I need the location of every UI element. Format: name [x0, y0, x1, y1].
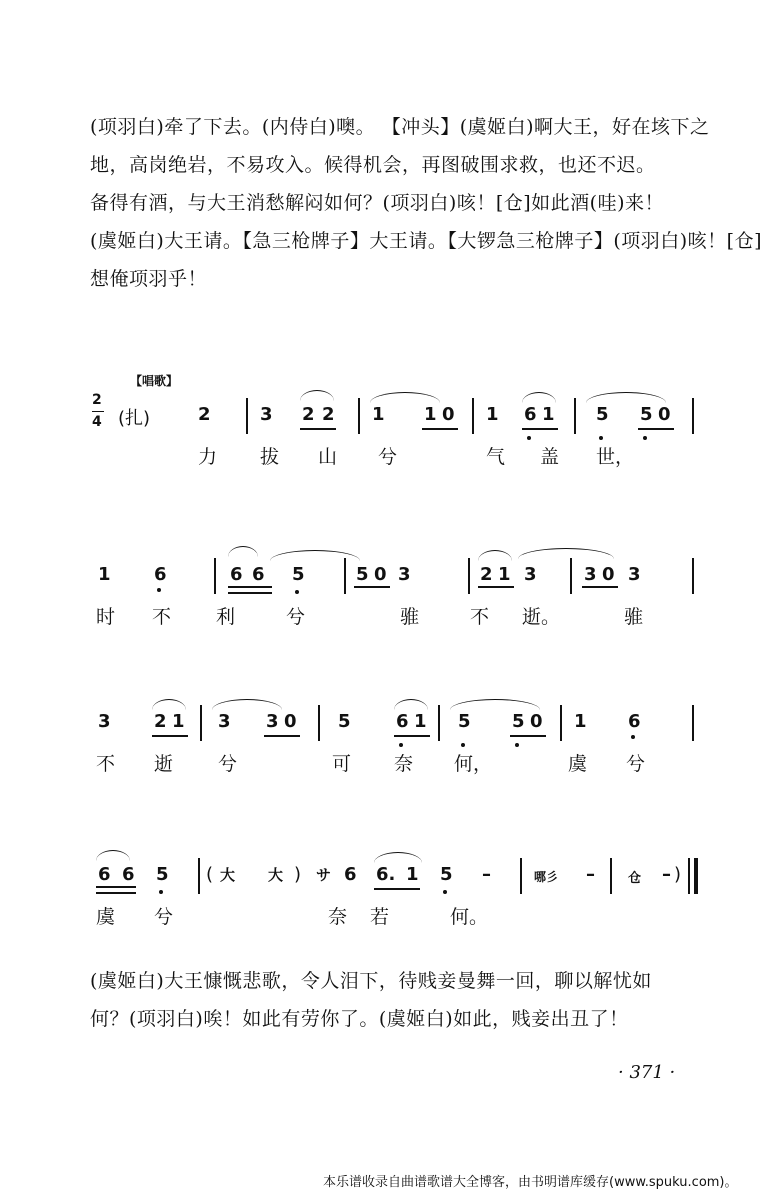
lyric: 力: [198, 446, 218, 468]
lyric: 虞: [568, 753, 588, 775]
barline: [692, 398, 694, 434]
lyric: 何。: [450, 906, 489, 928]
low-dot: [443, 890, 447, 894]
barline: [344, 558, 346, 594]
low-dot: [643, 436, 647, 440]
lyrics-row: [88, 442, 698, 472]
note: 0: [602, 564, 615, 585]
note: 0: [530, 711, 543, 732]
lyric: 可: [332, 753, 352, 775]
underline: [354, 586, 390, 588]
lyric: 气: [486, 446, 506, 468]
barline: [214, 558, 216, 594]
barline: [692, 558, 694, 594]
note: 5: [156, 864, 169, 885]
note: 6: [230, 564, 243, 585]
slur: [212, 699, 282, 710]
lyric: 世，: [596, 446, 635, 468]
underline: [638, 428, 674, 430]
barline: [472, 398, 474, 434]
underline: [300, 428, 336, 430]
underline: [152, 735, 188, 737]
note: 3: [398, 564, 411, 585]
slur: [270, 550, 360, 561]
note: 6: [154, 564, 167, 585]
lyric: 不: [96, 753, 116, 775]
lyric: 兮: [378, 446, 398, 468]
lyric: 逝: [154, 753, 174, 775]
note: 6: [628, 711, 641, 732]
lyric: 山: [318, 446, 338, 468]
note: 2: [198, 404, 211, 425]
slur: [522, 392, 556, 403]
final-barline: [694, 858, 698, 894]
note: 1: [414, 711, 427, 732]
note: 2: [154, 711, 167, 732]
slur: [300, 390, 334, 401]
prose-line: (虞姬白)大王请。【急三枪牌子】大王请。【大锣急三枪牌子】(项羽白)咳！[仓]: [90, 230, 762, 252]
score-line-1: [88, 374, 698, 472]
barline: [570, 558, 572, 594]
lyric: 兮: [626, 753, 646, 775]
note: 1: [486, 404, 499, 425]
score-line-4: [88, 850, 698, 932]
note: 5: [440, 864, 453, 885]
underline: [374, 888, 420, 890]
barline: [520, 858, 522, 894]
note: 1: [574, 711, 587, 732]
slur: [96, 850, 130, 861]
paren-close: ): [674, 864, 682, 885]
note: 6.: [376, 864, 396, 885]
slur: [478, 550, 512, 561]
low-dot: [527, 436, 531, 440]
note: 3: [266, 711, 279, 732]
note: 2: [302, 404, 315, 425]
note: サ: [316, 866, 332, 884]
section-tag: 【唱歌】: [130, 374, 179, 388]
barline: [438, 705, 440, 741]
note: 6: [252, 564, 265, 585]
prose-line: 地，高岗绝岩，不易攻入。候得机会，再图破围求救，也还不迟。: [90, 154, 656, 176]
barline: [318, 705, 320, 741]
lyric: 利: [216, 606, 236, 628]
low-dot: [631, 735, 635, 739]
note: 1: [424, 404, 437, 425]
slur: [518, 548, 614, 559]
note: –: [482, 864, 491, 885]
barline: [610, 858, 612, 894]
low-dot: [399, 743, 403, 747]
low-dot: [515, 743, 519, 747]
note: 5: [640, 404, 653, 425]
lyric: 兮: [286, 606, 306, 628]
note-prefix: (扎): [118, 408, 151, 429]
lyric: 逝。: [522, 606, 561, 628]
note: 0: [284, 711, 297, 732]
notation-row: [88, 550, 698, 602]
barline: [560, 705, 562, 741]
notation-row: [88, 697, 698, 749]
prose-line: 何？(项羽白)唉！如此有劳你了。(虞姬白)如此，贱妾出丑了！: [90, 1008, 629, 1030]
prose-line: 想俺项羽乎！: [90, 268, 208, 290]
note: 3: [628, 564, 641, 585]
underline: [264, 735, 300, 737]
lyric: 奈: [328, 906, 348, 928]
lyric: 骓: [624, 606, 644, 628]
note: 6: [396, 711, 409, 732]
notation-row: [88, 390, 698, 442]
barline: [200, 705, 202, 741]
slur: [394, 699, 428, 710]
note: 5: [292, 564, 305, 585]
note: 1: [98, 564, 111, 585]
note: 大: [268, 866, 284, 884]
note: 3: [524, 564, 537, 585]
note: 5: [458, 711, 471, 732]
note: 5: [512, 711, 525, 732]
slur: [374, 852, 422, 863]
slur: [450, 699, 540, 710]
note: 6: [98, 864, 111, 885]
note: 3: [218, 711, 231, 732]
prose-bottom: [90, 962, 710, 1038]
note: 1: [372, 404, 385, 425]
underline: [478, 586, 514, 588]
note: 2: [480, 564, 493, 585]
barline: [246, 398, 248, 434]
slur: [586, 392, 666, 403]
underline: [228, 586, 272, 588]
note: 0: [374, 564, 387, 585]
lyric: 若: [370, 906, 390, 928]
note: 5: [596, 404, 609, 425]
lyric: 盖: [540, 446, 560, 468]
prose-line: (虞姬白)大王慷慨悲歌，令人泪下，待贱妾曼舞一回，聊以解忧如: [90, 970, 652, 992]
barline: [688, 858, 690, 894]
barline: [198, 858, 200, 894]
time-sig-bottom: 4: [92, 414, 102, 430]
lyric: 不: [152, 606, 172, 628]
low-dot: [159, 890, 163, 894]
note: 哪彡: [534, 870, 559, 884]
underline: [96, 892, 136, 894]
barline: [468, 558, 470, 594]
note: 6: [344, 864, 357, 885]
score-line-3: [88, 697, 698, 779]
note: 3: [98, 711, 111, 732]
prose-line: 备得有酒，与大王消愁解闷如何？(项羽白)咳！[仓]如此酒(哇)来！: [90, 192, 664, 214]
prose-top: [90, 108, 762, 298]
note: –: [662, 864, 671, 885]
note: 3: [584, 564, 597, 585]
lyrics-row: [88, 602, 698, 632]
note: 6: [524, 404, 537, 425]
low-dot: [599, 436, 603, 440]
lyric: 何，: [454, 753, 493, 775]
low-dot: [461, 743, 465, 747]
paren-open: (: [206, 864, 214, 885]
underline: [96, 886, 136, 888]
page-number: · 371 ·: [618, 1062, 676, 1083]
note: 1: [406, 864, 419, 885]
score-line-2: [88, 550, 698, 632]
barline: [574, 398, 576, 434]
lyric: 虞: [96, 906, 116, 928]
prose-line: (项羽白)牵了下去。(内侍白)噢。 【冲头】(虞姬白)啊大王，好在垓下之: [90, 116, 710, 138]
note: 0: [442, 404, 455, 425]
note: 1: [172, 711, 185, 732]
note: 0: [658, 404, 671, 425]
underline: [510, 735, 546, 737]
underline: [522, 428, 558, 430]
note: 1: [542, 404, 555, 425]
lyric: 时: [96, 606, 116, 628]
note: 3: [260, 404, 273, 425]
barline: [692, 705, 694, 741]
barline: [358, 398, 360, 434]
notation-row: [88, 850, 698, 902]
slur: [370, 392, 440, 403]
footer-credit: 本乐谱收录自曲谱歌谱大全博客，由书明谱库缓存(www.spuku.com)。: [323, 1175, 738, 1190]
note: 5: [356, 564, 369, 585]
lyrics-row: [88, 902, 698, 932]
paren-close: ): [294, 864, 302, 885]
note: 5: [338, 711, 351, 732]
note: 仓: [628, 871, 642, 886]
lyric: 奈: [394, 753, 414, 775]
underline: [422, 428, 458, 430]
note: 6: [122, 864, 135, 885]
lyric: 骓: [400, 606, 420, 628]
time-sig-line: [92, 411, 104, 412]
lyric: 兮: [218, 753, 238, 775]
note: 1: [498, 564, 511, 585]
underline: [228, 592, 272, 594]
slur: [228, 546, 258, 557]
underline: [582, 586, 618, 588]
time-sig-top: 2: [92, 392, 102, 408]
lyric: 不: [470, 606, 490, 628]
slur: [152, 699, 186, 710]
lyrics-row: [88, 749, 698, 779]
underline: [394, 735, 430, 737]
lyric: 兮: [154, 906, 174, 928]
low-dot: [157, 588, 161, 592]
low-dot: [295, 590, 299, 594]
note: –: [586, 864, 595, 885]
lyric: 拔: [260, 446, 280, 468]
note: 大: [220, 866, 236, 884]
note: 2: [322, 404, 335, 425]
